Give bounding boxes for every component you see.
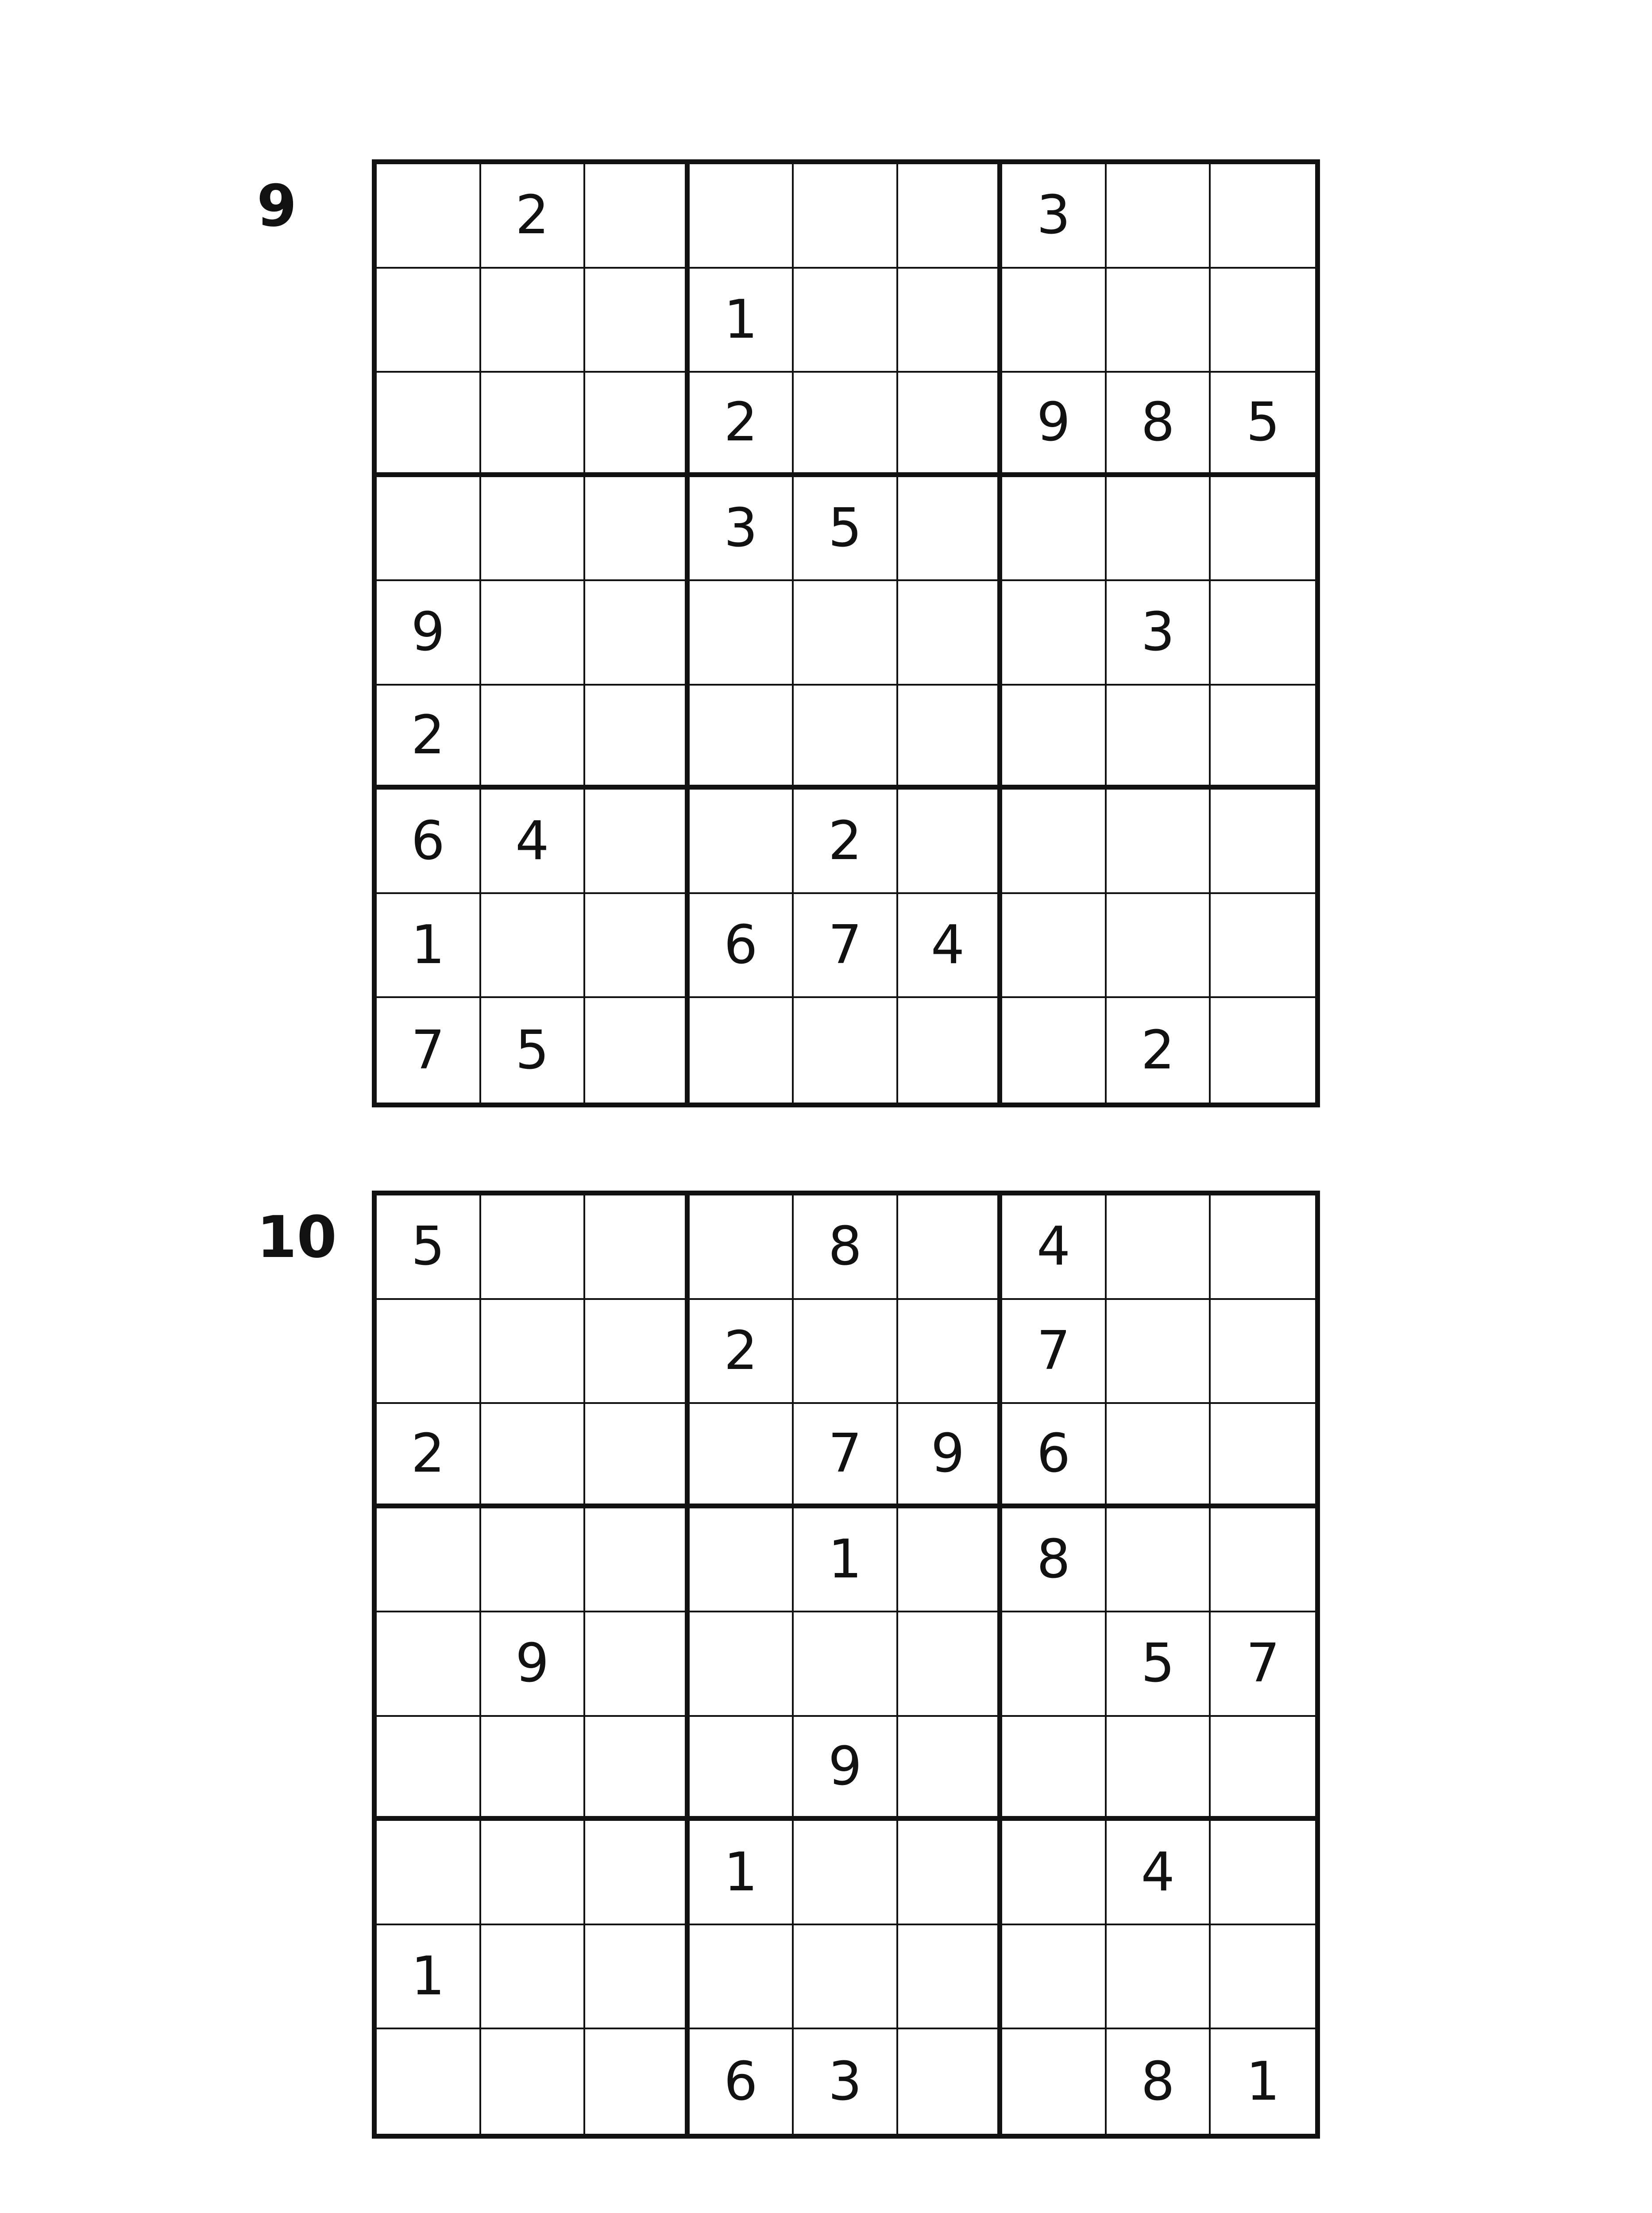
sudoku-cell-r5-c5[interactable] xyxy=(794,1612,898,1717)
sudoku-puzzle-10 xyxy=(0,1191,1652,2147)
sudoku-cell-r7-c2[interactable]: 4 xyxy=(481,790,586,894)
sudoku-cell-r3-c9[interactable]: 5 xyxy=(1211,373,1315,477)
sudoku-cell-r2-c9[interactable] xyxy=(1211,1300,1315,1404)
sudoku-cell-r5-c3[interactable] xyxy=(585,581,690,686)
sudoku-cell-r2-c2[interactable] xyxy=(481,269,586,373)
sudoku-cell-r3-c4[interactable] xyxy=(690,1404,794,1508)
sudoku-cell-r5-c1[interactable] xyxy=(377,1612,481,1717)
sudoku-cell-r4-c7[interactable] xyxy=(1002,477,1107,582)
sudoku-cell-r2-c6[interactable] xyxy=(898,1300,1003,1404)
sudoku-cell-r6-c2[interactable] xyxy=(481,1717,586,1821)
sudoku-cell-r5-c1[interactable]: 9 xyxy=(377,581,481,686)
sudoku-cell-r1-c6[interactable] xyxy=(898,1195,1003,1300)
sudoku-cell-r1-c7[interactable]: 4 xyxy=(1002,1195,1107,1300)
sudoku-cell-r2-c8[interactable] xyxy=(1107,1300,1211,1404)
sudoku-cell-r8-c2[interactable] xyxy=(481,894,586,999)
sudoku-cell-r9-c8[interactable]: 8 xyxy=(1107,2029,1211,2134)
sudoku-cell-r3-c2[interactable] xyxy=(481,1404,586,1508)
sudoku-cell-r1-c2[interactable]: 2 xyxy=(481,164,586,269)
sudoku-cell-r5-c9[interactable] xyxy=(1211,581,1315,686)
sudoku-cell-r3-c1[interactable]: 2 xyxy=(377,1404,481,1508)
sudoku-cell-r1-c2[interactable] xyxy=(481,1195,586,1300)
sudoku-cell-r1-c4[interactable] xyxy=(690,164,794,269)
sudoku-cell-r6-c4[interactable] xyxy=(690,686,794,790)
sudoku-cell-r5-c9[interactable]: 7 xyxy=(1211,1612,1315,1717)
sudoku-cell-r8-c7[interactable] xyxy=(1002,1925,1107,2030)
sudoku-cell-r7-c8[interactable] xyxy=(1107,790,1211,894)
sudoku-cell-r8-c8[interactable] xyxy=(1107,894,1211,999)
sudoku-cell-r1-c9[interactable] xyxy=(1211,1195,1315,1300)
sudoku-cell-r2-c3[interactable] xyxy=(585,1300,690,1404)
sudoku-cell-r3-c6[interactable] xyxy=(898,373,1003,477)
sudoku-cell-r8-c6[interactable]: 4 xyxy=(898,894,1003,999)
sudoku-cell-r2-c4[interactable]: 1 xyxy=(690,269,794,373)
sudoku-cell-r1-c7[interactable]: 3 xyxy=(1002,164,1107,269)
sudoku-cell-r5-c5[interactable] xyxy=(794,581,898,686)
sudoku-cell-r2-c6[interactable] xyxy=(898,269,1003,373)
sudoku-cell-r2-c8[interactable] xyxy=(1107,269,1211,373)
sudoku-cell-r5-c7[interactable] xyxy=(1002,581,1107,686)
sudoku-cell-r2-c1[interactable] xyxy=(377,1300,481,1404)
sudoku-cell-r1-c6[interactable] xyxy=(898,164,1003,269)
sudoku-cell-r3-c8[interactable] xyxy=(1107,1404,1211,1508)
sudoku-cell-r9-c8[interactable]: 2 xyxy=(1107,998,1211,1103)
sudoku-cell-r5-c8[interactable]: 3 xyxy=(1107,581,1211,686)
sudoku-cell-r8-c4[interactable]: 6 xyxy=(690,894,794,999)
sudoku-cell-r3-c5[interactable] xyxy=(794,373,898,477)
sudoku-cell-r5-c6[interactable] xyxy=(898,581,1003,686)
sudoku-cell-r2-c5[interactable] xyxy=(794,269,898,373)
sudoku-cell-r2-c1[interactable] xyxy=(377,269,481,373)
sudoku-cell-r1-c8[interactable] xyxy=(1107,1195,1211,1300)
sudoku-cell-r4-c1[interactable] xyxy=(377,1508,481,1613)
sudoku-cell-r1-c4[interactable] xyxy=(690,1195,794,1300)
sudoku-cell-r9-c4[interactable] xyxy=(690,998,794,1103)
sudoku-cell-r1-c8[interactable] xyxy=(1107,164,1211,269)
sudoku-cell-r4-c9[interactable] xyxy=(1211,1508,1315,1613)
sudoku-cell-r3-c2[interactable] xyxy=(481,373,586,477)
sudoku-cell-r8-c9[interactable] xyxy=(1211,1925,1315,2030)
sudoku-cell-r4-c9[interactable] xyxy=(1211,477,1315,582)
puzzle-number: 10 xyxy=(257,1203,337,1271)
sudoku-cell-r7-c2[interactable] xyxy=(481,1821,586,1925)
sudoku-cell-r9-c4[interactable]: 6 xyxy=(690,2029,794,2134)
sudoku-cell-r7-c4[interactable]: 1 xyxy=(690,1821,794,1925)
sudoku-cell-r4-c6[interactable] xyxy=(898,477,1003,582)
sudoku-cell-r2-c4[interactable]: 2 xyxy=(690,1300,794,1404)
sudoku-cell-r6-c8[interactable] xyxy=(1107,686,1211,790)
sudoku-cell-r1-c9[interactable] xyxy=(1211,164,1315,269)
sudoku-cell-r5-c7[interactable] xyxy=(1002,1612,1107,1717)
sudoku-cell-r9-c1[interactable] xyxy=(377,2029,481,2134)
sudoku-cell-r6-c7[interactable] xyxy=(1002,686,1107,790)
sudoku-cell-r9-c5[interactable]: 3 xyxy=(794,2029,898,2134)
sudoku-cell-r1-c5[interactable] xyxy=(794,164,898,269)
sudoku-cell-r8-c9[interactable] xyxy=(1211,894,1315,999)
sudoku-cell-r3-c6[interactable]: 9 xyxy=(898,1404,1003,1508)
sudoku-cell-r2-c2[interactable] xyxy=(481,1300,586,1404)
sudoku-cell-r9-c1[interactable]: 7 xyxy=(377,998,481,1103)
sudoku-cell-r8-c1[interactable]: 1 xyxy=(377,1925,481,2030)
sudoku-grid xyxy=(372,1191,1320,2139)
sudoku-cell-r4-c2[interactable] xyxy=(481,1508,586,1613)
sudoku-cell-r9-c2[interactable]: 5 xyxy=(481,998,586,1103)
sudoku-cell-r6-c4[interactable] xyxy=(690,1717,794,1821)
sudoku-cell-r9-c3[interactable] xyxy=(585,2029,690,2134)
sudoku-cell-r7-c6[interactable] xyxy=(898,1821,1003,1925)
sudoku-cell-r3-c7[interactable]: 6 xyxy=(1002,1404,1107,1508)
sudoku-cell-r4-c5[interactable]: 5 xyxy=(794,477,898,582)
sudoku-cell-r4-c5[interactable]: 1 xyxy=(794,1508,898,1613)
sudoku-cell-r4-c8[interactable] xyxy=(1107,477,1211,582)
sudoku-cell-r5-c6[interactable] xyxy=(898,1612,1003,1717)
sudoku-cell-r6-c2[interactable] xyxy=(481,686,586,790)
sudoku-cell-r1-c1[interactable]: 5 xyxy=(377,1195,481,1300)
sudoku-cell-r5-c4[interactable] xyxy=(690,581,794,686)
sudoku-cell-r5-c8[interactable]: 5 xyxy=(1107,1612,1211,1717)
sudoku-cell-r6-c6[interactable] xyxy=(898,1717,1003,1821)
sudoku-cell-r6-c9[interactable] xyxy=(1211,1717,1315,1821)
sudoku-cell-r3-c9[interactable] xyxy=(1211,1404,1315,1508)
sudoku-cell-r7-c8[interactable]: 4 xyxy=(1107,1821,1211,1925)
sudoku-cell-r3-c4[interactable]: 2 xyxy=(690,373,794,477)
sudoku-cell-r1-c5[interactable]: 8 xyxy=(794,1195,898,1300)
sudoku-cell-r2-c9[interactable] xyxy=(1211,269,1315,373)
sudoku-cell-r6-c5[interactable] xyxy=(794,686,898,790)
sudoku-cell-r3-c1[interactable] xyxy=(377,373,481,477)
sudoku-cell-r6-c8[interactable] xyxy=(1107,1717,1211,1821)
sudoku-cell-r3-c7[interactable]: 9 xyxy=(1002,373,1107,477)
sudoku-cell-r6-c7[interactable] xyxy=(1002,1717,1107,1821)
sudoku-cell-r1-c3[interactable] xyxy=(585,1195,690,1300)
sudoku-cell-r4-c7[interactable]: 8 xyxy=(1002,1508,1107,1613)
sudoku-cell-r4-c3[interactable] xyxy=(585,477,690,582)
sudoku-cell-r9-c6[interactable] xyxy=(898,998,1003,1103)
sudoku-cell-r5-c2[interactable] xyxy=(481,581,586,686)
sudoku-cell-r7-c9[interactable] xyxy=(1211,790,1315,894)
sudoku-cell-r9-c9[interactable]: 1 xyxy=(1246,2051,1280,2113)
sudoku-cell-r7-c7[interactable] xyxy=(1002,790,1107,894)
sudoku-cell-r8-c3[interactable] xyxy=(585,894,690,999)
sudoku-cell-r9-c6[interactable] xyxy=(898,2029,1003,2134)
sudoku-grid xyxy=(372,159,1320,1107)
sudoku-cell-r1-c3[interactable] xyxy=(585,164,690,269)
sudoku-cell-r8-c5[interactable]: 7 xyxy=(794,894,898,999)
sudoku-cell-r8-c8[interactable] xyxy=(1107,1925,1211,2030)
sudoku-cell-r5-c4[interactable] xyxy=(690,1612,794,1717)
sudoku-cell-r4-c2[interactable] xyxy=(481,477,586,582)
sudoku-cell-r6-c5[interactable]: 9 xyxy=(794,1717,898,1821)
sudoku-puzzle-9 xyxy=(0,159,1652,1115)
sudoku-cell-r6-c3[interactable] xyxy=(585,1717,690,1821)
sudoku-cell-r9-c3[interactable] xyxy=(585,998,690,1103)
sudoku-cell-r2-c5[interactable] xyxy=(794,1300,898,1404)
sudoku-cell-r7-c5[interactable] xyxy=(794,1821,898,1925)
sudoku-cell-r6-c6[interactable] xyxy=(898,686,1003,790)
sudoku-cell-r4-c1[interactable] xyxy=(377,477,481,582)
sudoku-cell-r2-c7[interactable]: 7 xyxy=(1002,1300,1107,1404)
sudoku-cell-r8-c5[interactable] xyxy=(794,1925,898,2030)
sudoku-cell-r4-c8[interactable] xyxy=(1107,1508,1211,1613)
sudoku-cell-r3-c5[interactable]: 7 xyxy=(794,1404,898,1508)
sudoku-cell-r6-c1[interactable] xyxy=(377,1717,481,1821)
sudoku-cell-r9-c7[interactable] xyxy=(1002,998,1107,1103)
sudoku-cell-r7-c9[interactable] xyxy=(1211,1821,1315,1925)
sudoku-cell-r8-c6[interactable] xyxy=(898,1925,1003,2030)
sudoku-cell-r6-c1[interactable]: 2 xyxy=(377,686,481,790)
sudoku-cell-r4-c4[interactable] xyxy=(690,1508,794,1613)
sudoku-cell-r4-c4[interactable]: 3 xyxy=(690,477,794,582)
sudoku-cell-r5-c3[interactable] xyxy=(585,1612,690,1717)
sudoku-cell-r4-c3[interactable] xyxy=(585,1508,690,1613)
sudoku-cell-r8-c4[interactable] xyxy=(690,1925,794,2030)
sudoku-cell-r7-c7[interactable] xyxy=(1002,1821,1107,1925)
sudoku-cell-r2-c7[interactable] xyxy=(1002,269,1107,373)
sudoku-cell-r7-c5[interactable]: 2 xyxy=(794,790,898,894)
sudoku-cell-r1-c1[interactable] xyxy=(377,164,481,269)
sudoku-cell-r7-c6[interactable] xyxy=(898,790,1003,894)
sudoku-cell-r4-c6[interactable] xyxy=(898,1508,1003,1613)
puzzle-number: 9 xyxy=(257,172,297,239)
sudoku-cell-r5-c2[interactable]: 9 xyxy=(481,1612,586,1717)
sudoku-cell-r9-c5[interactable] xyxy=(794,998,898,1103)
sudoku-cell-r3-c8[interactable]: 8 xyxy=(1107,373,1211,477)
sudoku-cell-r8-c1[interactable]: 1 xyxy=(377,894,481,999)
sudoku-cell-r3-c3[interactable] xyxy=(585,1404,690,1508)
sudoku-cell-r9-c9[interactable] xyxy=(1211,998,1315,1103)
sudoku-cell-r6-c9[interactable] xyxy=(1211,686,1315,790)
sudoku-cell-r7-c4[interactable] xyxy=(690,790,794,894)
sudoku-cell-r8-c2[interactable] xyxy=(481,1925,586,2030)
sudoku-cell-r7-c1[interactable] xyxy=(377,1821,481,1925)
sudoku-cell-r8-c3[interactable] xyxy=(585,1925,690,2030)
sudoku-cell-r8-c7[interactable] xyxy=(1002,894,1107,999)
sudoku-cell-r2-c3[interactable] xyxy=(585,269,690,373)
sudoku-cell-r6-c3[interactable] xyxy=(585,686,690,790)
sudoku-cell-r7-c1[interactable]: 6 xyxy=(377,790,481,894)
sudoku-cell-r7-c3[interactable] xyxy=(585,790,690,894)
sudoku-cell-r9-c2[interactable] xyxy=(481,2029,586,2134)
sudoku-cell-r7-c3[interactable] xyxy=(585,1821,690,1925)
sudoku-cell-r9-c7[interactable] xyxy=(1002,2029,1107,2134)
sudoku-cell-r3-c3[interactable] xyxy=(585,373,690,477)
